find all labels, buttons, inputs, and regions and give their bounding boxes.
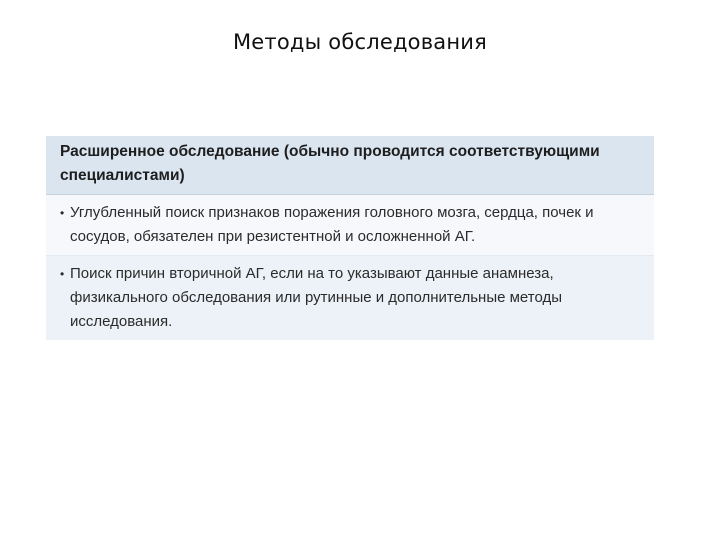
bullet-icon: •: [60, 206, 65, 220]
row-text: Углубленный поиск признаков поражения головного мозга, сердца, почек и сосудов, обязателен при резистентной и осложненной АГ.: [70, 204, 594, 245]
slide-title: Методы обследования: [232, 30, 487, 54]
exam-table: [46, 136, 654, 340]
table-header: Расширенное обследование (обычно проводится соответствующими специалистами): [46, 136, 654, 195]
table-row: [46, 195, 654, 256]
bullet-icon: •: [60, 267, 65, 281]
row-text: Поиск причин вторичной АГ, если на то указывают данные анамнеза, физикального обследования или рутинные и дополнительные методы исследования.: [70, 265, 563, 330]
table-row: [46, 256, 654, 340]
